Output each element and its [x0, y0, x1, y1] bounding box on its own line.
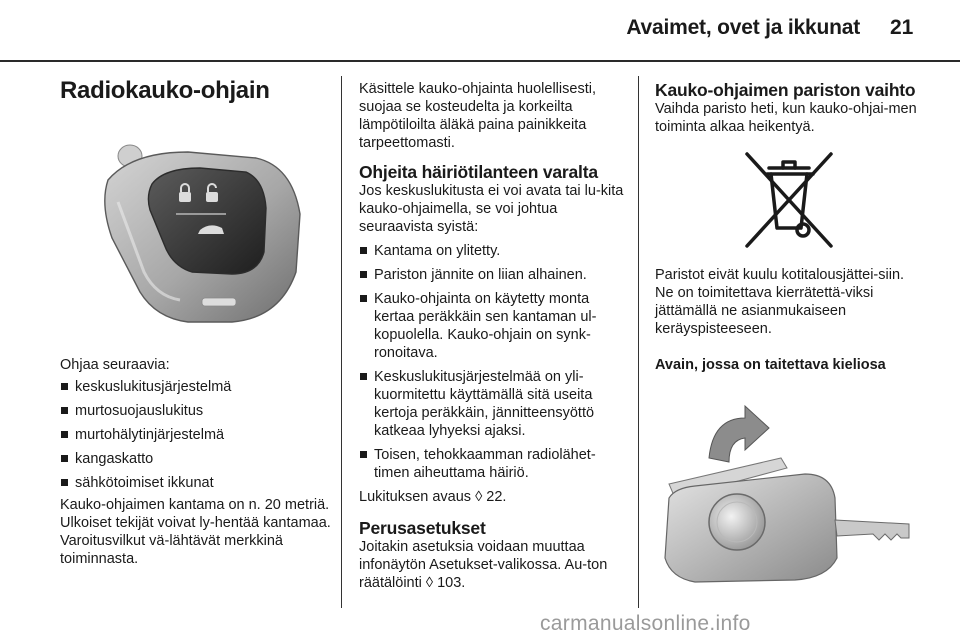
header-rule	[0, 60, 960, 62]
key-battery-illustration	[655, 388, 919, 598]
crossed-out-wheelie-bin-icon	[655, 146, 923, 256]
range-paragraph: Kauko-ohjaimen kantama on n. 20 metriä. Ulkoiset tekijät voivat ly-hentää kantamaa. Varoitusvilkut vä-lähtävät merkkinä toiminnasta.	[60, 497, 331, 567]
battery-heading: Kauko-ohjaimen pariston vaihto	[655, 80, 916, 100]
fault-causes-list	[359, 242, 629, 482]
folding-key-heading: Avain, jossa on taitettava kieliosa	[655, 357, 886, 373]
care-paragraph: Käsittele kauko-ohjainta huolellisesti, suojaa se kosteudelta ja korkeilta lämpötiloilta äläkä paina painikkeita tarpeettomasti.	[359, 81, 596, 151]
page-header-title: Avaimet, ovet ja ikkunat	[626, 16, 860, 39]
curved-arrow-icon	[709, 406, 769, 462]
section-heading-remote-control: Radiokauko-ohjain	[60, 77, 270, 104]
controls-list	[60, 378, 332, 492]
column-divider-1	[341, 76, 342, 608]
list-item: Pariston jännite on liian alhainen.	[359, 266, 629, 284]
watermark: carmanualsonline.info	[540, 612, 751, 635]
list-item: kangaskatto	[60, 450, 332, 468]
remote-key-illustration	[60, 122, 322, 336]
list-item: Kauko-ohjainta on käytetty monta kertaa peräkkäin sen kantaman ul-kopuolella. Kauko-ohjain on synk-ronoitava.	[359, 290, 629, 362]
column-divider-2	[638, 76, 639, 608]
unlocking-reference: Lukituksen avaus ◊ 22.	[359, 489, 507, 505]
page-number: 21	[890, 16, 914, 39]
column-left	[60, 70, 332, 568]
column-right	[655, 80, 923, 598]
list-item: Keskuslukitusjärjestelmää on yli-kuormitettu käyttämällä sitä useita kertoja peräkkäin, jännitteensyöttö katkeaa lyhyeksi ajaksi.	[359, 368, 629, 440]
column-middle	[359, 80, 629, 592]
list-item: Toisen, tehokkaamman radiolähet-timen aiheuttama häiriö.	[359, 446, 629, 482]
basic-settings-heading: Perusasetukset	[359, 518, 486, 538]
basic-settings-paragraph: Joitakin asetuksia voidaan muuttaa infonäytön Asetukset-valikossa. Au-ton räätälöinti ◊ 103.	[359, 539, 608, 591]
list-item: sähkötoimiset ikkunat	[60, 474, 332, 492]
list-item: keskuslukitusjärjestelmä	[60, 378, 332, 396]
list-item: murtosuojauslukitus	[60, 402, 332, 420]
list-item: Kantama on ylitetty.	[359, 242, 629, 260]
disposal-paragraph: Paristot eivät kuulu kotitalousjättei-siin. Ne on toimitettava kierrätettä-viksi jättämällä ne asianmukaiseen keräyspisteeseen.	[655, 267, 905, 337]
battery-paragraph: Vaihda paristo heti, kun kauko-ohjai-men toiminta alkaa heikentyä.	[655, 101, 917, 135]
fault-intro: Jos keskuslukitusta ei voi avata tai lu-kita kauko-ohjaimella, se voi johtua seuraavista syistä:	[359, 183, 624, 235]
list-item: murtohälytinjärjestelmä	[60, 426, 332, 444]
controls-intro: Ohjaa seuraavia:	[60, 357, 170, 373]
fault-heading: Ohjeita häiriötilanteen varalta	[359, 162, 598, 182]
